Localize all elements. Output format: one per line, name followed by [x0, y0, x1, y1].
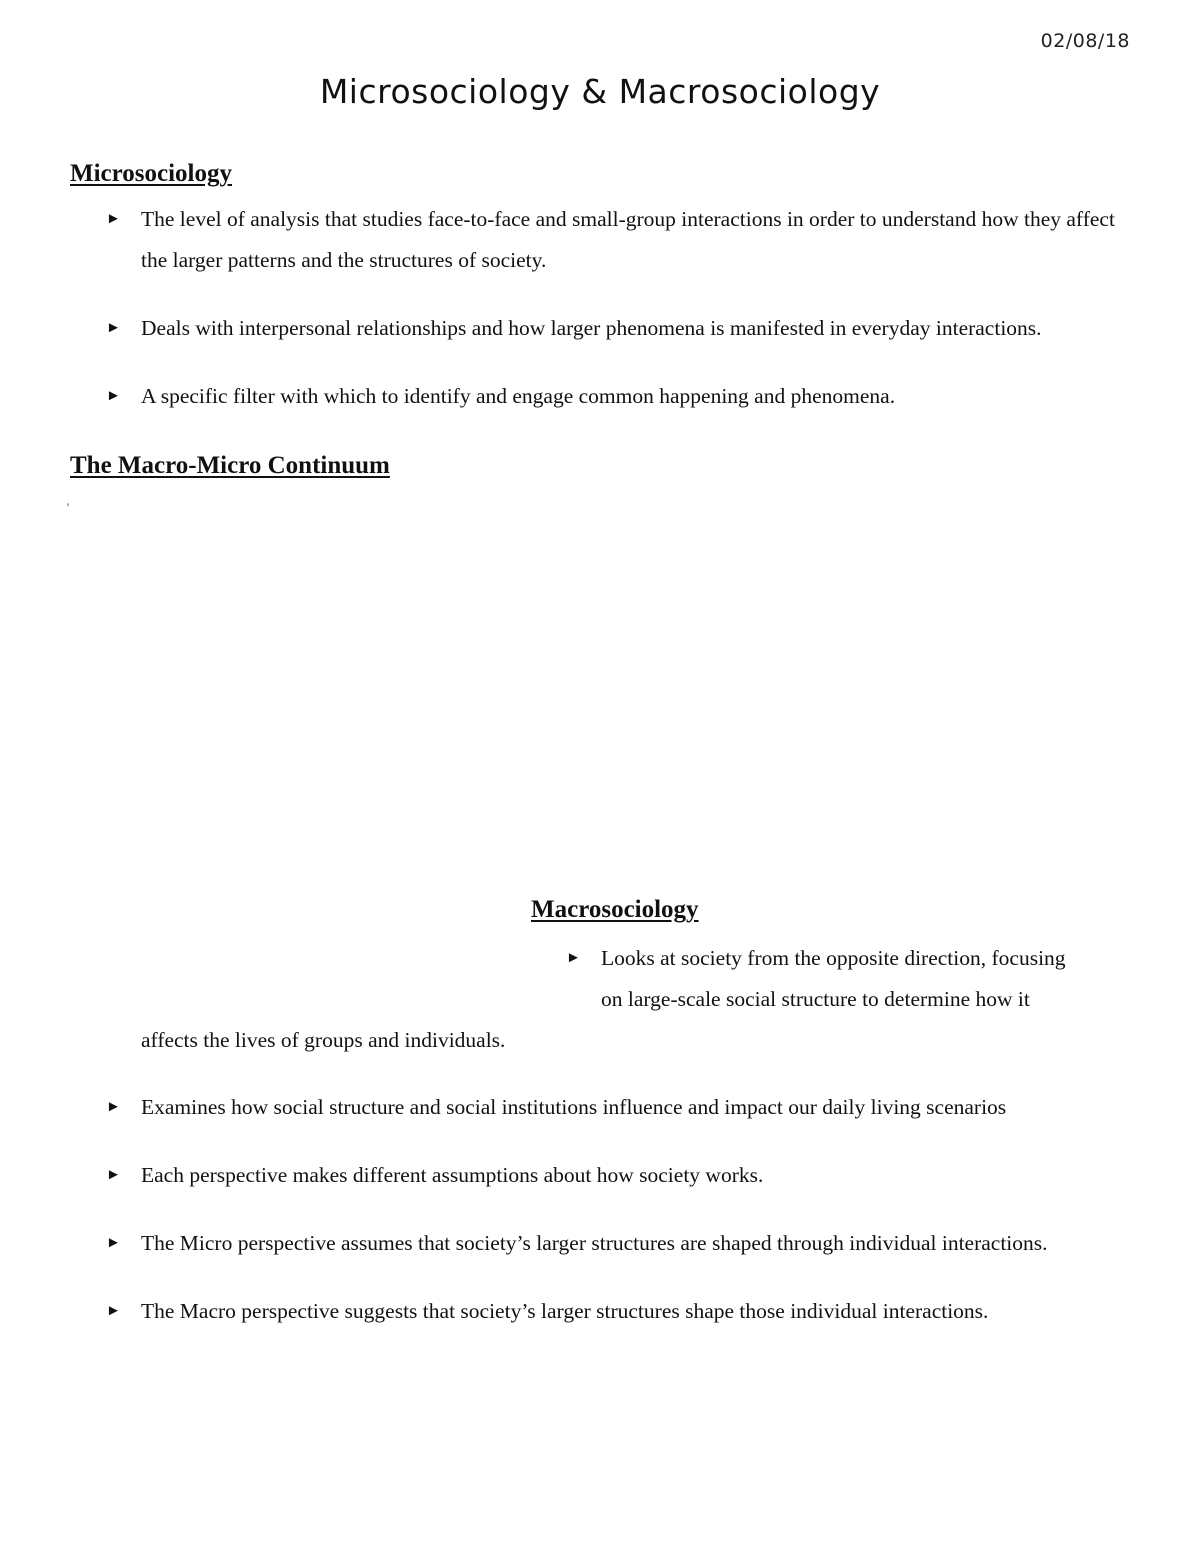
document-title: Microsociology & Macrosociology — [319, 72, 881, 111]
bullet-arrow-icon: ► — [106, 1235, 121, 1251]
list-item — [70, 1291, 1140, 1332]
list-item — [70, 1223, 1140, 1264]
list-item — [70, 308, 1140, 349]
list-item — [70, 1087, 1140, 1128]
bullet-text-line-2: on large-scale social structure to determine how it — [601, 987, 1030, 1011]
bullet-arrow-icon: ► — [106, 1167, 121, 1183]
microsociology-heading: Microsociology — [70, 160, 232, 187]
list-item — [70, 376, 1140, 417]
bullet-text: Examines how social structure and social institutions influence and impact our daily living scenarios — [141, 1095, 1007, 1119]
macrosociology-heading: Macrosociology — [531, 896, 699, 923]
bullet-arrow-icon: ► — [106, 320, 121, 336]
list-item — [70, 1155, 1140, 1196]
bullet-text: A specific filter with which to identify and engage common happening and phenomena. — [141, 384, 896, 408]
stray-mark: ' — [67, 500, 70, 514]
bullet-text: Deals with interpersonal relationships and how larger phenomena is manifested in everyday interactions. — [141, 316, 1042, 340]
macrosociology-bullet-list — [70, 1087, 1140, 1359]
bullet-arrow-icon: ► — [106, 388, 121, 404]
document-date: 02/08/18 — [1040, 30, 1130, 52]
microsociology-bullet-list — [70, 199, 1140, 444]
bullet-text: Each perspective makes different assumptions about how society works. — [141, 1163, 764, 1187]
continuum-heading: The Macro-Micro Continuum — [70, 452, 390, 479]
bullet-text-line-3: affects the lives of groups and individuals. — [141, 1028, 506, 1052]
bullet-arrow-icon: ► — [106, 1099, 121, 1115]
bullet-text: The Micro perspective assumes that society’s larger structures are shaped through individual interactions. — [141, 1231, 1048, 1255]
bullet-text: The level of analysis that studies face-to-face and small-group interactions in order to understand how they affect the larger patterns and the structures of society. — [141, 207, 1115, 272]
bullet-arrow-icon: ► — [566, 950, 581, 966]
bullet-arrow-icon: ► — [106, 1303, 121, 1319]
bullet-text-line-1: Looks at society from the opposite direction, focusing — [601, 946, 1066, 970]
bullet-text: The Macro perspective suggests that society’s larger structures shape those individual interactions. — [141, 1299, 989, 1323]
bullet-arrow-icon: ► — [106, 211, 121, 227]
list-item — [70, 199, 1140, 281]
